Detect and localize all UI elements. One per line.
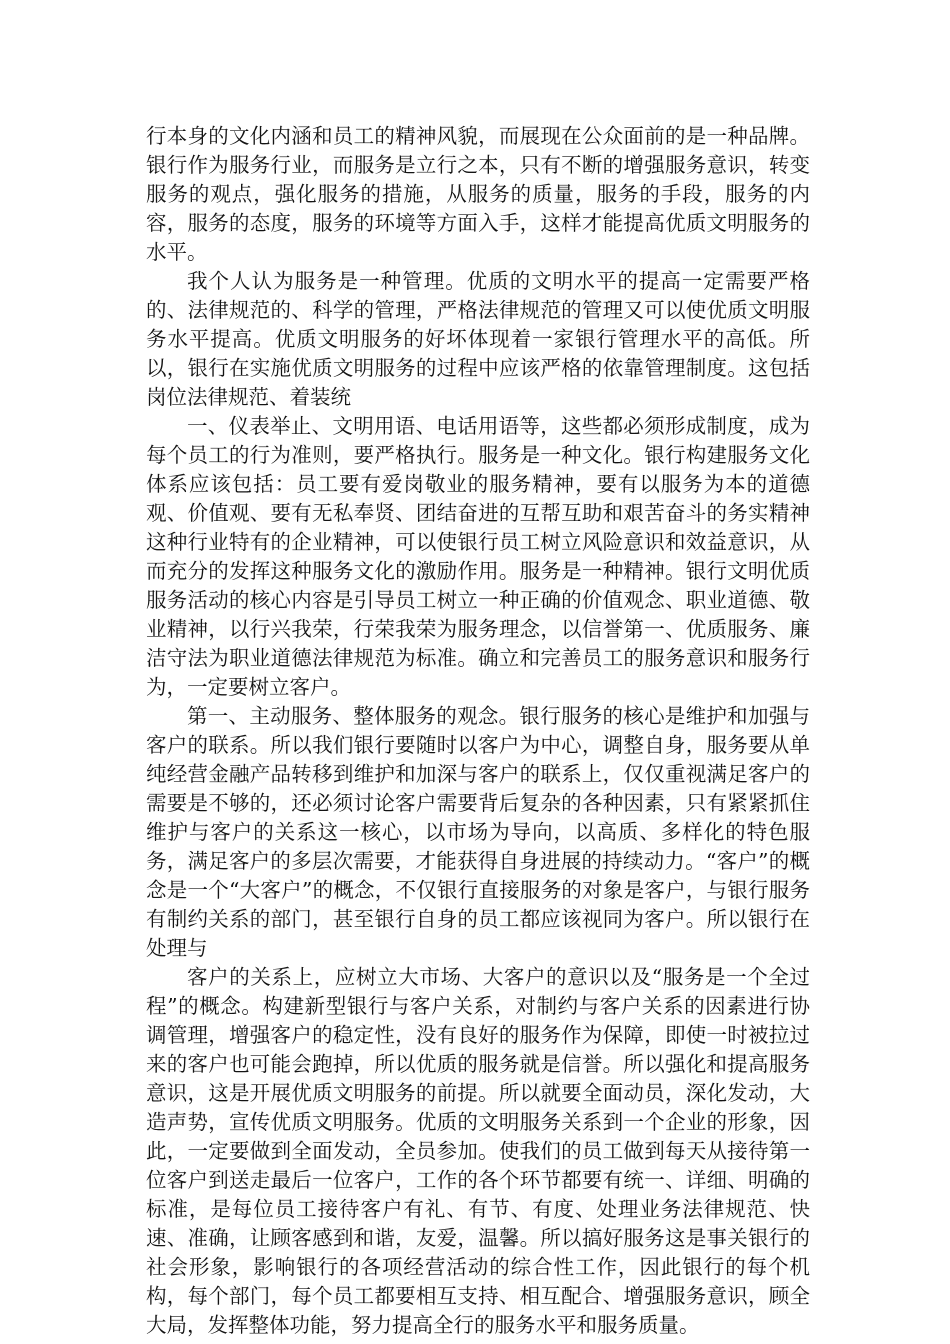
paragraph-1: 行本身的文化内涵和员工的精神风貌，而展现在公众面前的是一种品牌。银行作为服务行业，而服务是立行之本，只有不断的增强服务意识，转变服务的观点，强化服务的措施，从服务的质量，服务的手段，服务的内容，服务的态度，服务的环境等方面入手，这样才能提高优质文明服务的水平。 xyxy=(146,124,810,264)
paragraph-5: 客户的关系上，应树立大市场、大客户的意识以及“服务是一个全过程”的概念。构建新型银行与客户关系，对制约与客户关系的因素进行协调管理，增强客户的稳定性，没有良好的服务作为保障，即使一时被拉过来的客户也可能会跑掉，所以优质的服务就是信誉。所以强化和提高服务意识，这是开展优质文明服务的前提。所以就要全面动员，深化发动，大造声势，宣传优质文明服务。优质的文明服务关系到一个企业的形象，因此，一定要做到全面发动，全员参加。使我们的员工做到每天从接待第一位客户到送走最后一位客户，工作的各个环节都要有统一、详细、明确的标准，是每位员工接待客户有礼、有节、有度、处理业务法律规范、快速、准确，让顾客感到和谐，友爱，温馨。所以搞好服务这是事关银行的社会形象，影响银行的各项经营活动的综合性工作，因此银行的每个机构，每个部门，每个员工都要相互支持、相互配合、增强服务意识，顾全大局，发挥整体功能，努力提高全行的服务水平和服务质量。 xyxy=(146,965,810,1337)
paragraph-2: 我个人认为服务是一种管理。优质的文明水平的提高一定需要严格的、法律规范的、科学的管理，严格法律规范的管理又可以使优质文明服务水平提高。优质文明服务的好坏体现着一家银行管理水平的高低。所以，银行在实施优质文明服务的过程中应该严格的依靠管理制度。这包括岗位法律规范、着装统 xyxy=(146,269,810,409)
document-page xyxy=(146,122,810,1340)
paragraph-3: 一、仪表举止、文明用语、电话用语等，这些都必须形成制度，成为每个员工的行为准则，要严格执行。服务是一种文化。银行构建服务文化体系应该包括：员工要有爱岗敬业的服务精神，要有以服务为本的道德观、价值观、要有无私奉贤、团结奋进的互帮互助和艰苦奋斗的务实精神这种行业特有的企业精神，可以使银行员工树立风险意识和效益意识，从而充分的发挥这种服务文化的激励作用。服务是一种精神。银行文明优质服务活动的核心内容是引导员工树立一种正确的价值观念、职业道德、敬业精神，以行兴我荣，行荣我荣为服务理念，以信誉第一、优质服务、廉洁守法为职业道德法律规范为标准。确立和完善员工的服务意识和服务行为，一定要树立客户。 xyxy=(146,414,810,699)
paragraph-4: 第一、主动服务、整体服务的观念。银行服务的核心是维护和加强与客户的联系。所以我们银行要随时以客户为中心，调整自身，服务要从单纯经营金融产品转移到维护和加深与客户的联系上，仅仅重视满足客户的需要是不够的，还必须讨论客户需要背后复杂的各种因素，只有紧紧抓住维护与客户的关系这一核心，以市场为导向，以高质、多样化的特色服务，满足客户的多层次需要，才能获得自身进展的持续动力。“客户”的概念是一个“大客户”的概念，不仅银行直接服务的对象是客户，与银行服务有制约关系的部门，甚至银行自身的员工都应该视同为客户。所以银行在处理与 xyxy=(146,704,810,960)
